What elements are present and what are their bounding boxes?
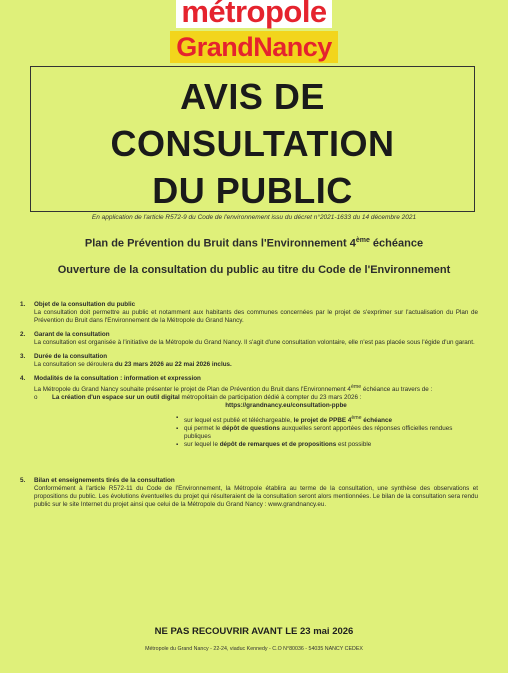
list-item-2: 2. Garant de la consultation La consultation est organisée à l'initiative de la Métropole du Grand Nancy. Il s'agit d'une consultation volontaire, elle n'est pas placée sous l'égide d'un garant. xyxy=(20,331,478,347)
bullet-item: ▪ sur lequel est publié et téléchargeable, le projet de PPBE 4ème échéance xyxy=(176,414,478,425)
bullet-item: ▪ sur lequel le dépôt de remarques et de propositions est possible xyxy=(176,441,478,449)
title-box xyxy=(30,66,475,212)
item-body: La consultation est organisée à l'initiative de la Métropole du Grand Nancy. Il s'agit d'une consultation volontaire, elle n'est pas placée sous l'égide d'un garant. xyxy=(34,339,475,346)
decree-reference: En application de l'article R572-9 du Code de l'environnement issu du décret n°2021-1633 du 14 décembre 2021 xyxy=(91,214,417,221)
title-line-2: CONSULTATION xyxy=(110,123,395,164)
item-body: La Métropole du Grand Nancy souhaite présenter le projet de Plan de Prévention du Bruit dans l'Environnement 4ème échéance au travers de : xyxy=(34,384,433,394)
logo-grandnancy: GrandNancy xyxy=(0,31,508,63)
list-item-3: 3. Durée de la consultation La consultation se déroulera du 23 mars 2026 au 22 mai 2026 inclus. xyxy=(20,353,478,369)
spacer xyxy=(20,455,478,477)
title-line-3: DU PUBLIC xyxy=(152,170,353,211)
address-line: Métropole du Grand Nancy - 22-24, viaduc Kennedy - C.O N°80036 - 54035 NANCY CEDEX xyxy=(145,646,363,652)
item-body: La consultation se déroulera du 23 mars 2026 au 22 mai 2026 inclus. xyxy=(34,361,232,368)
list-item-4: 4. Modalités de la consultation : information et expression La Métropole du Grand Nancy souhaite présenter le projet de Plan de Prévention du Bruit dans l'Environnement 4ème échéance au travers de : o La création d'un espace sur un outil digital métropolitain de participation dédié à compter du 23 mars 2026 : https://grandnancy.eu/consultation-ppbe ▪ sur lequel est publié et téléchargeable, le projet de PPBE 4ème échéance ▪ qui permet le dépôt de questions auxquelles seront apportées des réponses officielles rendues publiques ▪ sur lequel le dépôt de remarques et de propositions est possible xyxy=(20,375,478,449)
sub-item: o La création d'un espace sur un outil digital métropolitain de participation dédié à compter du 23 mars 2026 : xyxy=(34,394,362,402)
item-heading: Modalités de la consultation : information et expression xyxy=(34,375,201,382)
numbered-list xyxy=(20,301,478,515)
opening-heading: Ouverture de la consultation du public au titre du Code de l'Environnement xyxy=(57,264,451,276)
list-item-1: 1. Objet de la consultation du public La consultation doit permettre au public et notamment aux habitants des communes concernées par le projet de s'exprimer sur l'actualisation du Plan de Prévention du Bruit dans l'Environnement de la Métropole du Grand Nancy. xyxy=(20,301,478,324)
consultation-url: https://grandnancy.eu/consultation-ppbe xyxy=(225,402,347,410)
item-heading: Durée de la consultation xyxy=(34,353,108,360)
logo-metropole: métropole xyxy=(0,0,508,28)
plan-heading: Plan de Prévention du Bruit dans l'Environnement 4ème échéance xyxy=(84,237,424,250)
item-heading: Bilan et enseignements tirés de la consultation xyxy=(34,477,175,485)
item-body: Conformément à l'article R572-11 du Code de l'Environnement, la Métropole établira au terme de la consultation, une synthèse des observations et propositions du public. Les évolutions éventuelles du projet qui résulteraient de la consultation seront alors mentionnées. Le bilan de la consultation sera rendu public sur le site Internet du projet ainsi que celui de la Métropole du Grand Nancy : www.grandnancy.eu. xyxy=(34,485,478,509)
bullet-list xyxy=(34,414,478,449)
item-heading: Objet de la consultation du public xyxy=(34,301,136,308)
list-item-5: 5. Bilan et enseignements tirés de la consultation Conformément à l'article R572-11 du Code de l'Environnement, la Métropole établira au terme de la consultation, une synthèse des observations et propositions du public. Les évolutions éventuelles du projet qui résulteraient de la consultation seront alors mentionnées. Le bilan de la consultation sera rendu public sur le site Internet du projet ainsi que celui de la Métropole du Grand Nancy : www.grandnancy.eu. xyxy=(20,477,478,509)
title-line-1: AVIS DE xyxy=(180,76,325,117)
display-notice: NE PAS RECOUVRIR AVANT LE 23 mai 2026 xyxy=(154,626,354,637)
item-heading: Garant de la consultation xyxy=(34,331,110,338)
item-body: La consultation doit permettre au public et notamment aux habitants des communes concernées par le projet de s'exprimer sur l'actualisation du Plan de Prévention du Bruit dans l'Environnement de la Métropole du Grand Nancy. xyxy=(34,309,478,324)
bullet-item: ▪ qui permet le dépôt de questions auxquelles seront apportées des réponses officielles rendues publiques xyxy=(176,425,478,441)
